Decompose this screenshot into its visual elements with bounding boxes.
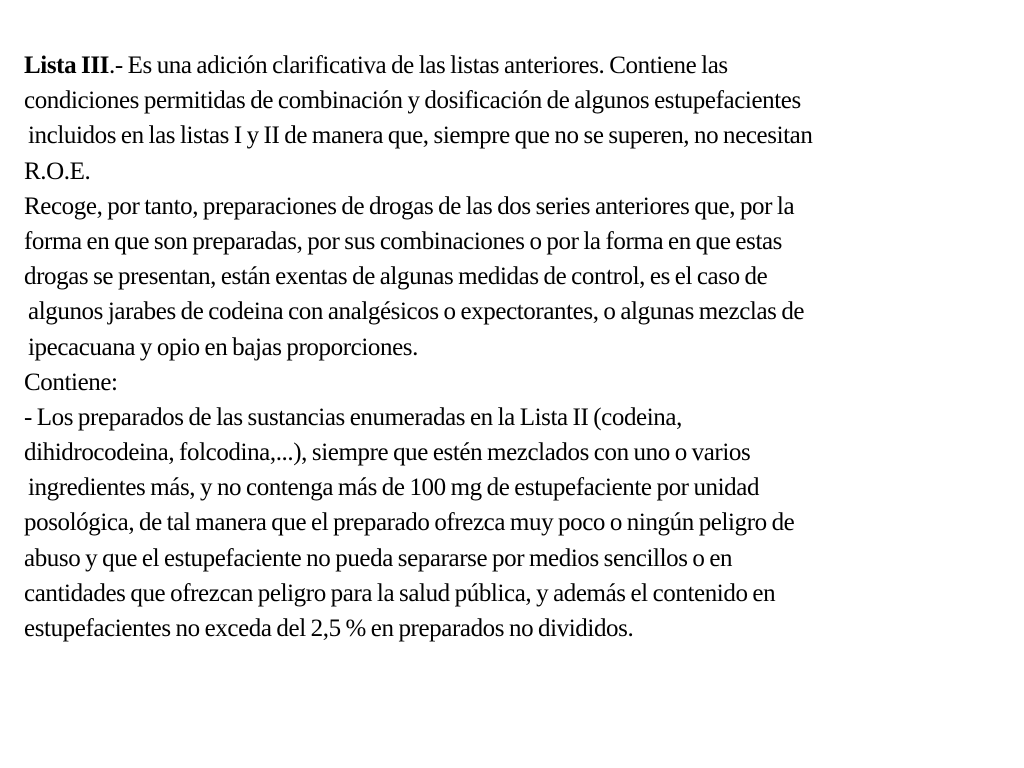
text-line-11: - Los preparados de las sustancias enumeradas en la Lista II (codeina,: [24, 403, 682, 431]
text-line-5: Recoge, por tanto, preparaciones de drogas de las dos series anteriores que, por la: [24, 192, 795, 220]
text-line-12: dihidrocodeina, folcodina,...), siempre que estén mezclados con uno o varios: [24, 439, 751, 467]
list-intro-text: .- Es una adición clarificativa de las listas anteriores. Contiene las: [109, 52, 728, 79]
text-line-13: ingredientes más, y no contenga más de 100 mg de estupefaciente por unidad: [28, 474, 760, 502]
text-line-7: drogas se presentan, están exentas de algunas medidas de control, es el caso de: [24, 263, 768, 291]
text-line-4: R.O.E.: [24, 157, 91, 185]
text-line-10: Contiene:: [24, 368, 118, 396]
text-line-14: posológica, de tal manera que el preparado ofrezca muy poco o ningún peligro de: [24, 509, 795, 537]
text-line-17: estupefacientes no exceda del 2,5 % en preparados no divididos.: [24, 615, 634, 642]
text-line-6: forma en que son preparadas, por sus combinaciones o por la forma en que estas: [24, 227, 783, 255]
text-line-16: cantidades que ofrezcan peligro para la salud pública, y además el contenido en: [24, 579, 776, 607]
slide-body: [24, 48, 1020, 646]
text-line-3: incluidos en las listas I y II de manera que, siempre que no se superen, no necesitan: [28, 122, 813, 150]
text-line-9: ipecacuana y opio en bajas proporciones.: [28, 333, 418, 361]
text-line-15: abuso y que el estupefaciente no pueda separarse por medios sencillos o en: [24, 544, 733, 572]
text-line-2: condiciones permitidas de combinación y dosificación de algunos estupefacientes: [24, 87, 801, 115]
list-heading: Lista III: [24, 52, 110, 79]
text-line-1: [24, 48, 1020, 83]
text-line-8: algunos jarabes de codeina con analgésicos o expectorantes, o algunas mezclas de: [28, 298, 805, 326]
